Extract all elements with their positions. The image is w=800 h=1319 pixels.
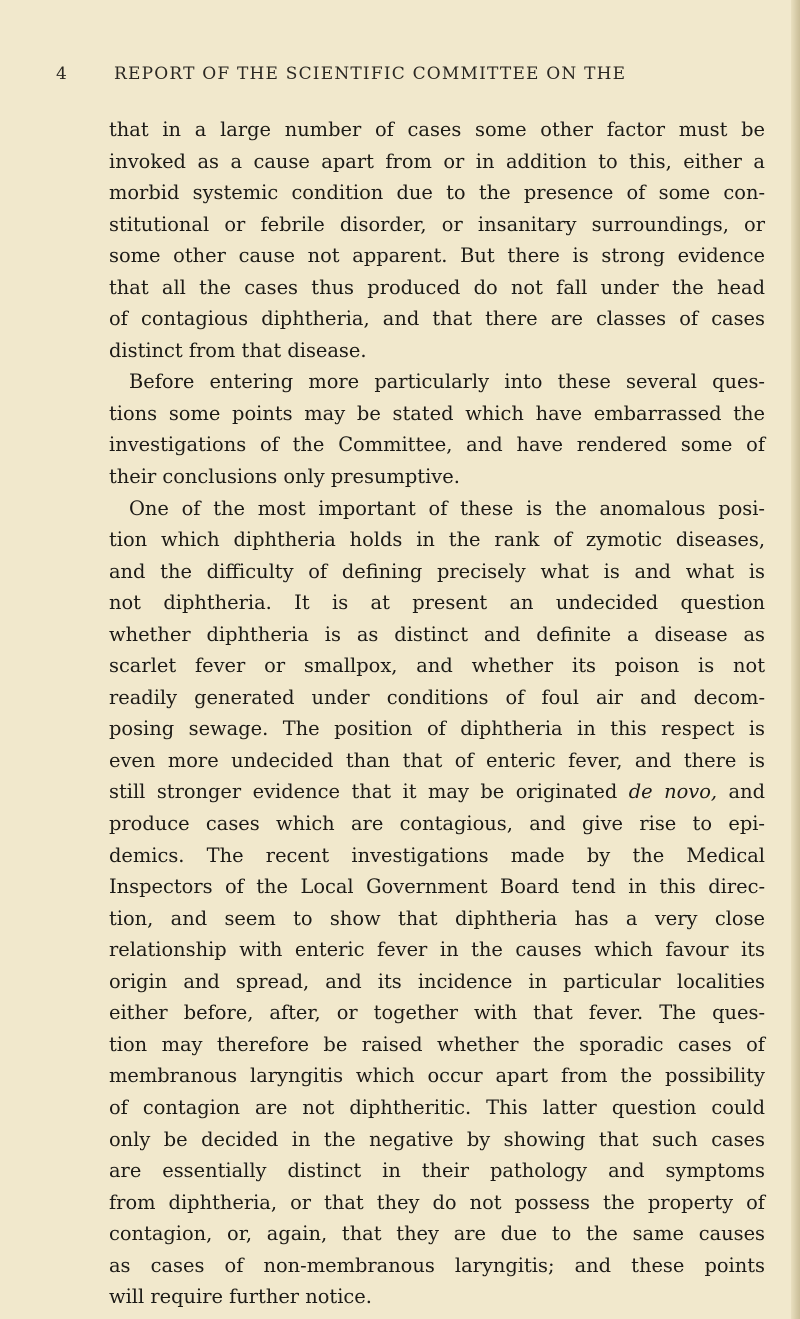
text-line: tion, and seem to show that diphtheria has a very close (109, 906, 765, 930)
text-line: as cases of non-membranous laryngitis; and these points (109, 1253, 765, 1277)
text-line: of contagion are not diphtheritic. This latter question could (109, 1095, 765, 1119)
text-line: contagion, or, again, that they are due to the same causes (109, 1222, 765, 1246)
text-line: are essentially distinct in their pathology and symptoms (109, 1159, 765, 1183)
text-line: that in a large number of cases some other factor must be (109, 118, 765, 141)
text-line: will require further notice. (109, 1285, 372, 1309)
page-header (56, 64, 756, 90)
text-line: Before entering more particularly into these several ques- (129, 370, 765, 394)
text-run: still stronger evidence that it may be originated (109, 780, 618, 804)
text-line: posing sewage. The position of diphtheria in this respect is (109, 717, 765, 741)
body-text (109, 114, 765, 1313)
text-line: even more undecided than that of enteric fever, and there is (109, 748, 765, 772)
text-line: demics. The recent investigations made by the Medical (109, 843, 765, 867)
text-line: and the difficulty of defining precisely what is and what is (109, 559, 765, 583)
text-line: relationship with enteric fever in the causes which favour its (109, 938, 765, 962)
text-line: origin and spread, and its incidence in particular localities (109, 969, 765, 993)
text-line: their conclusions only presumptive. (109, 465, 460, 489)
text-line: distinct from that disease. (109, 338, 367, 362)
italic-phrase: de novo, (628, 780, 718, 804)
running-head: REPORT OF THE SCIENTIFIC COMMITTEE ON THE (114, 64, 627, 84)
text-line: Inspectors of the Local Government Board tend in this direc- (109, 875, 765, 899)
text-line: only be decided in the negative by showing that such cases (109, 1127, 765, 1151)
text-line: tion which diphtheria holds in the rank of zymotic diseases, (109, 528, 765, 552)
page-number: 4 (56, 64, 69, 84)
text-line: whether diphtheria is as distinct and definite a disease as (109, 622, 765, 646)
text-line: readily generated under conditions of foul air and decom- (109, 685, 765, 709)
text-line: morbid systemic condition due to the presence of some con- (109, 181, 765, 205)
text-line: some other cause not apparent. But there is strong evidence (109, 244, 765, 268)
text-line: investigations of the Committee, and have rendered some of (109, 433, 765, 457)
page-edge-shadow (791, 0, 800, 1319)
text-line: scarlet fever or smallpox, and whether its poison is not (109, 654, 765, 678)
text-line: tion may therefore be raised whether the sporadic cases of (109, 1032, 765, 1056)
text-line (109, 776, 765, 808)
text-line: One of the most important of these is the anomalous posi- (129, 496, 765, 520)
text-line: not diphtheria. It is at present an undecided question (109, 591, 765, 615)
text-line: stitutional or febrile disorder, or insanitary surroundings, or (109, 212, 765, 236)
text-line: invoked as a cause apart from or in addition to this, either a (109, 149, 765, 173)
text-line: either before, after, or together with that fever. The ques- (109, 1001, 765, 1025)
text-line: that all the cases thus produced do not fall under the head (109, 275, 765, 299)
text-line: of contagious diphtheria, and that there are classes of cases (109, 307, 765, 331)
text-line: produce cases which are contagious, and give rise to epi- (109, 812, 765, 836)
text-line: tions some points may be stated which have embarrassed the (109, 401, 765, 425)
text-run: and (728, 780, 766, 804)
text-line: from diphtheria, or that they do not possess the property of (109, 1190, 765, 1214)
text-line: membranous laryngitis which occur apart from the possibility (109, 1064, 765, 1088)
